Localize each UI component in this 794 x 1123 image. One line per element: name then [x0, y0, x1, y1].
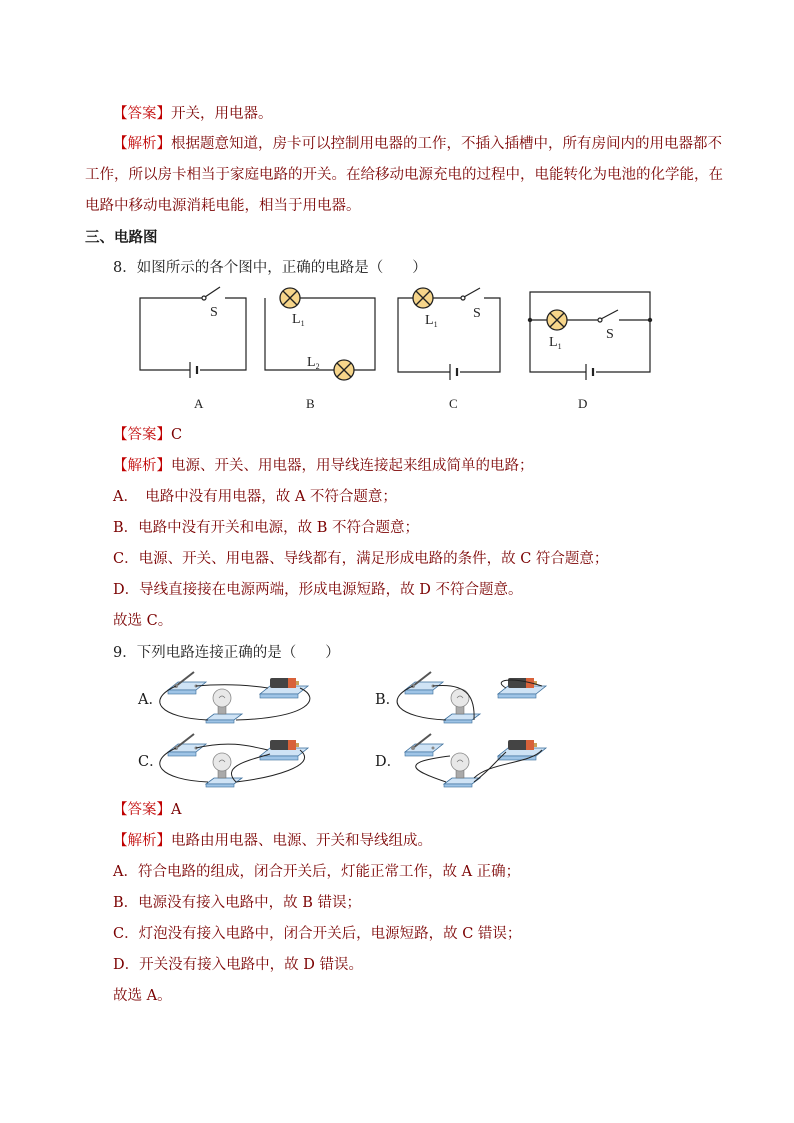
analysis-text: 根据题意知道，房卡可以控制用电器的工作，不插入插槽中，所有房间内的用电器都不: [171, 136, 722, 152]
q7-analysis-line-3: 电路中移动电源消耗电能，相当于用电器。: [85, 198, 361, 214]
q8-conclusion: 故选 C。: [113, 613, 173, 629]
section-heading: 三、电路图: [85, 229, 158, 246]
label-l1-d: $L_1$: [549, 335, 562, 351]
lamp-l1-b: [280, 288, 300, 308]
circuit-d: [530, 292, 650, 380]
caption-a: A: [194, 396, 204, 411]
answer-text: C: [171, 427, 183, 443]
q9-conclusion: 故选 A。: [113, 988, 172, 1004]
q9-option-b: B．电源没有接入电路中，故 B 错误；: [113, 895, 362, 911]
q9-option-a: A．符合电路的组成，闭合开关后，灯能正常工作，故 A 正确；: [113, 864, 521, 880]
q9-label-a: A．: [138, 692, 163, 708]
q8-answer: [113, 425, 182, 445]
q9-option-d: D．开关没有接入电路中，故 D 错误。: [113, 957, 363, 973]
analysis-tag: 【解析】: [113, 833, 171, 849]
answer-tag: 【答案】: [113, 106, 171, 122]
caption-b: B: [306, 396, 315, 411]
q9-question: 9．下列电路连接正确的是（ ）: [113, 645, 340, 661]
junction-dot: [528, 318, 532, 322]
q9-circuit-pictures: [150, 670, 570, 800]
q8-option-a: A． 电路中没有用电器，故 A 不符合题意；: [113, 489, 397, 505]
analysis-text: 电源、开关、用电器，用导线连接起来组成简单的电路；: [171, 458, 534, 474]
picture-c: [160, 734, 308, 787]
q9-label-d: D．: [375, 754, 402, 770]
picture-a: [160, 672, 310, 723]
q8-circuit-diagrams: [130, 280, 670, 420]
lamp-l1-c: [413, 288, 433, 308]
lamp-l1-d: [547, 310, 567, 330]
q9-option-c: C．灯泡没有接入电路中，闭合开关后，电源短路，故 C 错误；: [113, 926, 522, 942]
caption-d: D: [578, 396, 588, 411]
analysis-tag: 【解析】: [113, 136, 171, 152]
q7-answer: [113, 104, 273, 124]
label-s-c: S: [473, 306, 481, 321]
analysis-text: 电路由用电器、电源、开关和导线组成。: [171, 833, 432, 849]
answer-tag: 【答案】: [113, 802, 171, 818]
lamp-l2-b: [334, 360, 354, 380]
q9-label-c: C．: [138, 754, 164, 770]
q8-option-b: B．电路中没有开关和电源，故 B 不符合题意；: [113, 520, 420, 536]
picture-b: [397, 672, 546, 723]
answer-tag: 【答案】: [113, 427, 171, 443]
q9-analysis: [113, 831, 432, 851]
q7-analysis-line-1: [113, 134, 722, 154]
answer-text: A: [171, 802, 182, 818]
picture-d: [405, 734, 546, 787]
label-l1-b: $L_1$: [292, 312, 305, 328]
caption-c: C: [449, 396, 458, 411]
answer-text: 开关，用电器。: [171, 106, 273, 122]
q8-question: 8．如图所示的各个图中，正确的电路是（ ）: [113, 260, 427, 276]
label-s-d: S: [606, 327, 614, 342]
q8-analysis: [113, 456, 534, 476]
q7-analysis-line-2: 工作，所以房卡相当于家庭电路的开关。在给移动电源充电的过程中，电能转化为电池的化学能，在: [85, 167, 723, 183]
label-l1-c: $L_1$: [425, 313, 438, 329]
label-s-a: S: [210, 305, 218, 320]
circuit-b: [265, 298, 375, 370]
junction-dot: [648, 318, 652, 322]
label-l2-b: $L_2$: [307, 355, 320, 371]
circuit-a: [140, 287, 246, 378]
q8-option-c: C．电源、开关、用电器、导线都有，满足形成电路的条件，故 C 符合题意；: [113, 551, 609, 567]
q8-option-d: D．导线直接接在电源两端，形成电源短路，故 D 不符合题意。: [113, 582, 523, 598]
q9-answer: [113, 800, 181, 820]
q9-label-b: B．: [375, 692, 401, 708]
analysis-tag: 【解析】: [113, 458, 171, 474]
